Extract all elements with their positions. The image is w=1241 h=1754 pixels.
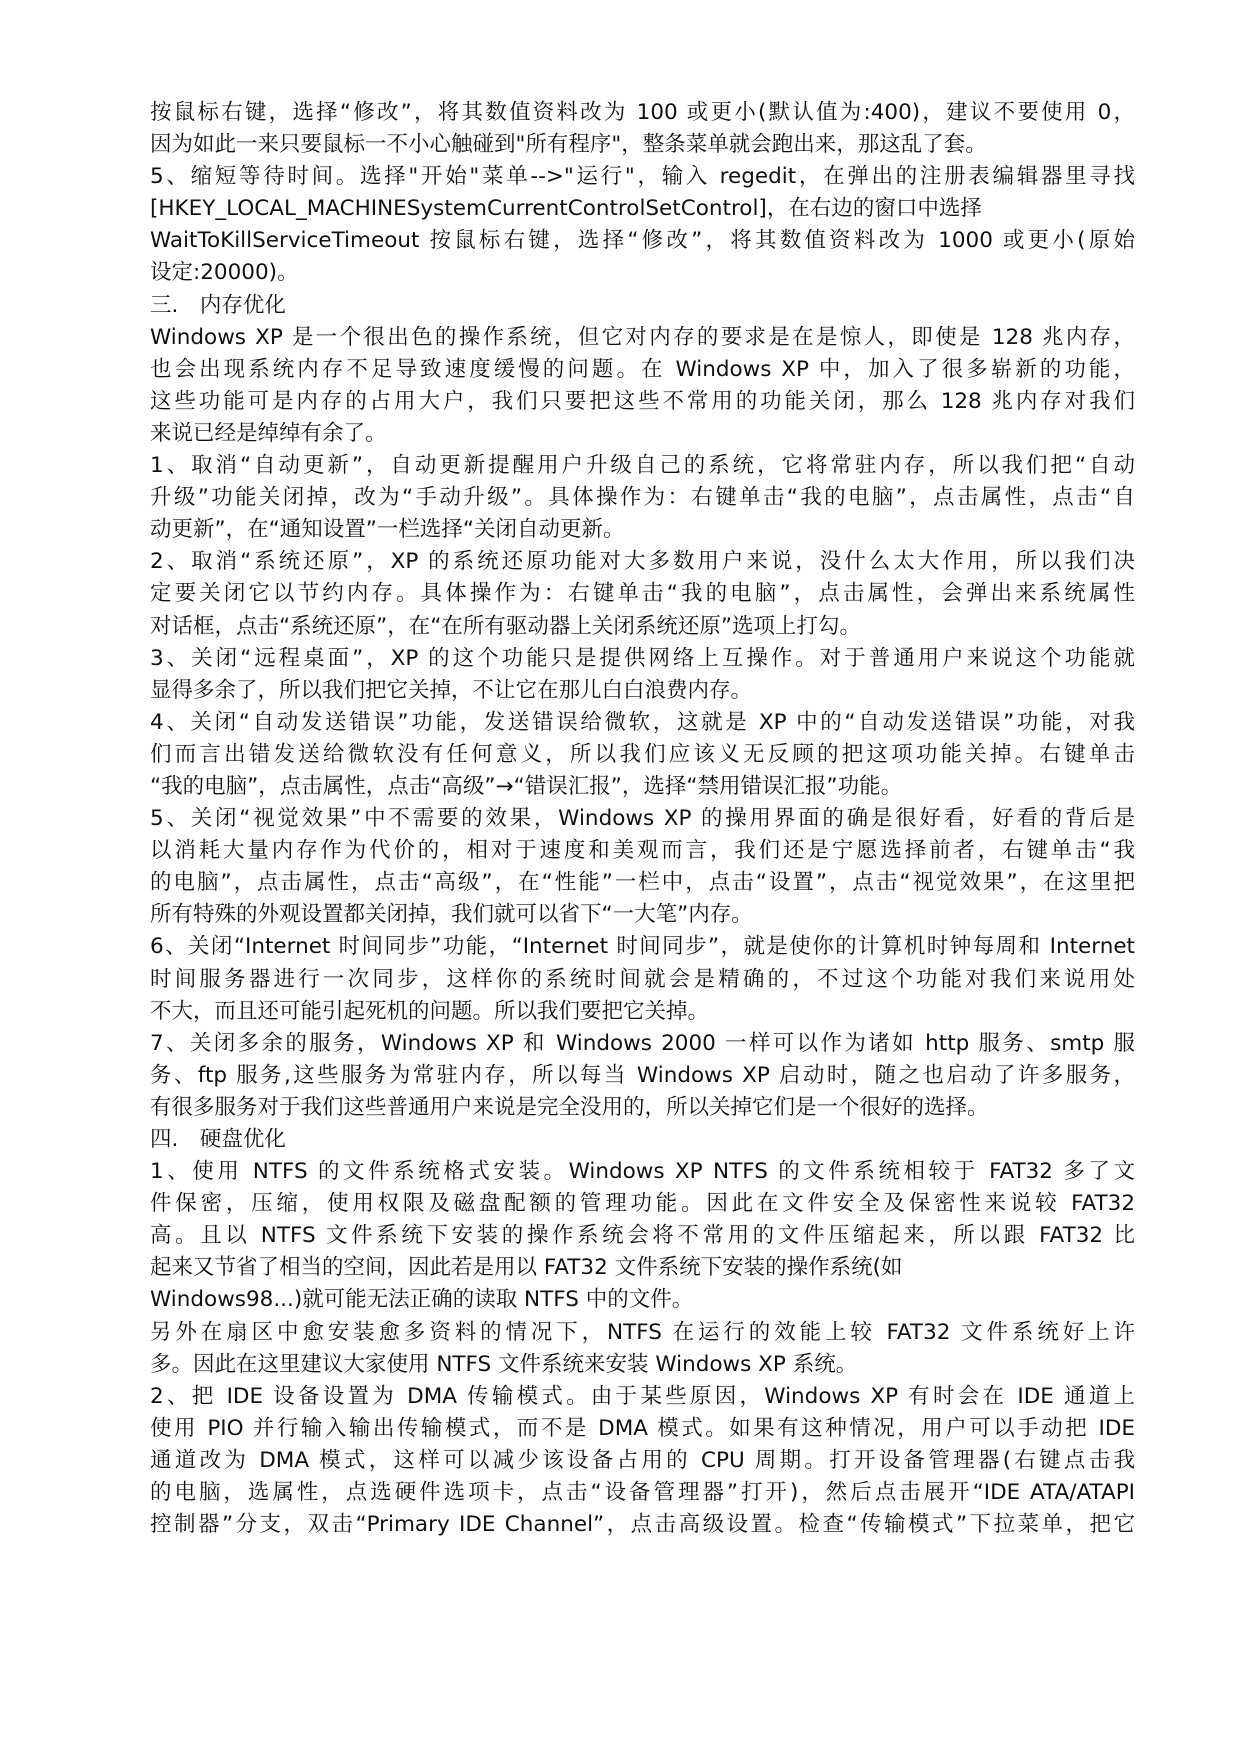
- text-line: 7、关闭多余的服务，Windows XP 和 Windows 2000 一样可以作为诸如 http 服务、smtp 服: [150, 1030, 1135, 1056]
- text-line: WaitToKillServiceTimeout 按鼠标右键，选择“修改”，将其数值资料改为 1000 或更小(原始: [150, 228, 1135, 254]
- text-line: “我的电脑”，点击属性，点击“高级”→“错误汇报”，选择“禁用错误汇报”功能。: [150, 773, 903, 799]
- text-line: 这些功能可是内存的占用大户，我们只要把这些不常用的功能关闭，那么 128 兆内存对我们: [150, 388, 1135, 414]
- text-line: 起来又节省了相当的空间，因此若是用以 FAT32 文件系统下安装的操作系统(如: [150, 1255, 903, 1281]
- text-line: 4、关闭“自动发送错误”功能，发送错误给微软，这就是 XP 中的“自动发送错误”功能，对我: [150, 709, 1135, 735]
- document-body: [150, 97, 1135, 1541]
- text-line: 也会出现系统内存不足导致速度缓慢的问题。在 Windows XP 中，加入了很多崭新的功能，: [150, 356, 1135, 382]
- text-line: 来说已经是绰绰有余了。: [150, 420, 387, 446]
- text-line: [HKEY_LOCAL_MACHINESystemCurrentControlSetControl]，在右边的窗口中选择: [150, 196, 982, 222]
- text-line: 件保密，压缩，使用权限及磁盘配额的管理功能。因此在文件安全及保密性来说较 FAT32: [150, 1191, 1135, 1217]
- text-line: 动更新”，在“通知设置”一栏选择“关闭自动更新。: [150, 517, 625, 543]
- text-line: Windows XP 是一个很出色的操作系统，但它对内存的要求是在是惊人，即使是 128 兆内存，: [150, 324, 1135, 350]
- text-line: 对话框，点击“系统还原”，在“在所有驱动器上关闭系统还原”选项上打勾。: [150, 613, 862, 639]
- text-line: 2、取消“系统还原”，XP 的系统还原功能对大多数用户来说，没什么太大作用，所以我们决: [150, 549, 1135, 575]
- text-line: 四. 硬盘优化: [150, 1127, 286, 1152]
- text-line: 因为如此一来只要鼠标一不小心触碰到"所有程序"，整条菜单就会跑出来，那这乱了套。: [150, 132, 987, 158]
- text-line: 以消耗大量内存作为代价的，相对于速度和美观而言，我们还是宁愿选择前者，右键单击“我: [150, 838, 1135, 864]
- text-line: 升级”功能关闭掉，改为“手动升级”。具体操作为：右键单击“我的电脑”，点击属性，点击“自: [150, 485, 1135, 511]
- text-line: 6、关闭“Internet 时间同步”功能，“Internet 时间同步”，就是使你的计算机时钟每周和 Internet: [150, 934, 1135, 960]
- text-line: 的电脑”，点击属性，点击“高级”，在“性能”一栏中，点击“设置”，点击“视觉效果”，在这里把: [150, 870, 1135, 896]
- text-line: 5、缩短等待时间。选择"开始"菜单-->"运行"，输入 regedit，在弹出的注册表编辑器里寻找: [150, 164, 1135, 190]
- text-line: 时间服务器进行一次同步，这样你的系统时间就会是精确的，不过这个功能对我们来说用处: [150, 966, 1135, 992]
- text-line: 5、关闭“视觉效果”中不需要的效果，Windows XP 的操用界面的确是很好看，好看的背后是: [150, 806, 1135, 832]
- text-line: 不大，而且还可能引起死机的问题。所以我们要把它关掉。: [150, 998, 710, 1024]
- text-line: 显得多余了，所以我们把它关掉，不让它在那儿白白浪费内存。: [150, 677, 753, 703]
- text-line: 使用 PIO 并行输入输出传输模式，而不是 DMA 模式。如果有这种情况，用户可以手动把 IDE: [150, 1415, 1135, 1441]
- text-line: 有很多服务对于我们这些普通用户来说是完全没用的，所以关掉它们是一个很好的选择。: [150, 1094, 989, 1120]
- text-line: 设定:20000)。: [150, 260, 299, 286]
- text-line: 另外在扇区中愈安装愈多资料的情况下，NTFS 在运行的效能上较 FAT32 文件系统好上许: [150, 1319, 1135, 1345]
- text-line: Windows98...)就可能无法正确的读取 NTFS 中的文件。: [150, 1287, 694, 1313]
- text-line: 们而言出错发送给微软没有任何意义，所以我们应该义无反顾的把这项功能关掉。右键单击: [150, 741, 1135, 767]
- text-line: 定要关闭它以节约内存。具体操作为：右键单击“我的电脑”，点击属性，会弹出来系统属性: [150, 581, 1135, 607]
- text-line: 多。因此在这里建议大家使用 NTFS 文件系统来安装 Windows XP 系统。: [150, 1351, 858, 1377]
- text-line: 3、关闭“远程桌面”，XP 的这个功能只是提供网络上互操作。对于普通用户来说这个功能就: [150, 645, 1135, 671]
- text-line: 的电脑，选属性，点选硬件选项卡，点击“设备管理器”打开)，然后点击展开“IDE ATA/ATAPI: [150, 1480, 1135, 1506]
- text-line: 所有特殊的外观设置都关闭掉，我们就可以省下“一大笔”内存。: [150, 902, 753, 928]
- text-line: 高。且以 NTFS 文件系统下安装的操作系统会将不常用的文件压缩起来，所以跟 FAT32 比: [150, 1223, 1135, 1249]
- text-line: 务、ftp 服务,这些服务为常驻内存，所以每当 Windows XP 启动时，随之也启动了许多服务，: [150, 1062, 1135, 1088]
- text-line: 2、把 IDE 设备设置为 DMA 传输模式。由于某些原因，Windows XP 有时会在 IDE 通道上: [150, 1383, 1135, 1409]
- text-line: 三. 内存优化: [150, 292, 286, 318]
- text-line: 1、取消“自动更新”，自动更新提醒用户升级自己的系统，它将常驻内存，所以我们把“自动: [150, 453, 1135, 479]
- text-line: 按鼠标右键，选择“修改”，将其数值资料改为 100 或更小(默认值为:400)，建议不要使用 0，: [150, 100, 1135, 125]
- text-line: 控制器”分支，双击“Primary IDE Channel”，点击高级设置。检查“传输模式”下拉菜单，把它: [150, 1512, 1135, 1538]
- text-line: 通道改为 DMA 模式，这样可以减少该设备占用的 CPU 周期。打开设备管理器(右键点击我: [150, 1447, 1135, 1473]
- text-line: 1、使用 NTFS 的文件系统格式安装。Windows XP NTFS 的文件系统相较于 FAT32 多了文: [150, 1159, 1135, 1185]
